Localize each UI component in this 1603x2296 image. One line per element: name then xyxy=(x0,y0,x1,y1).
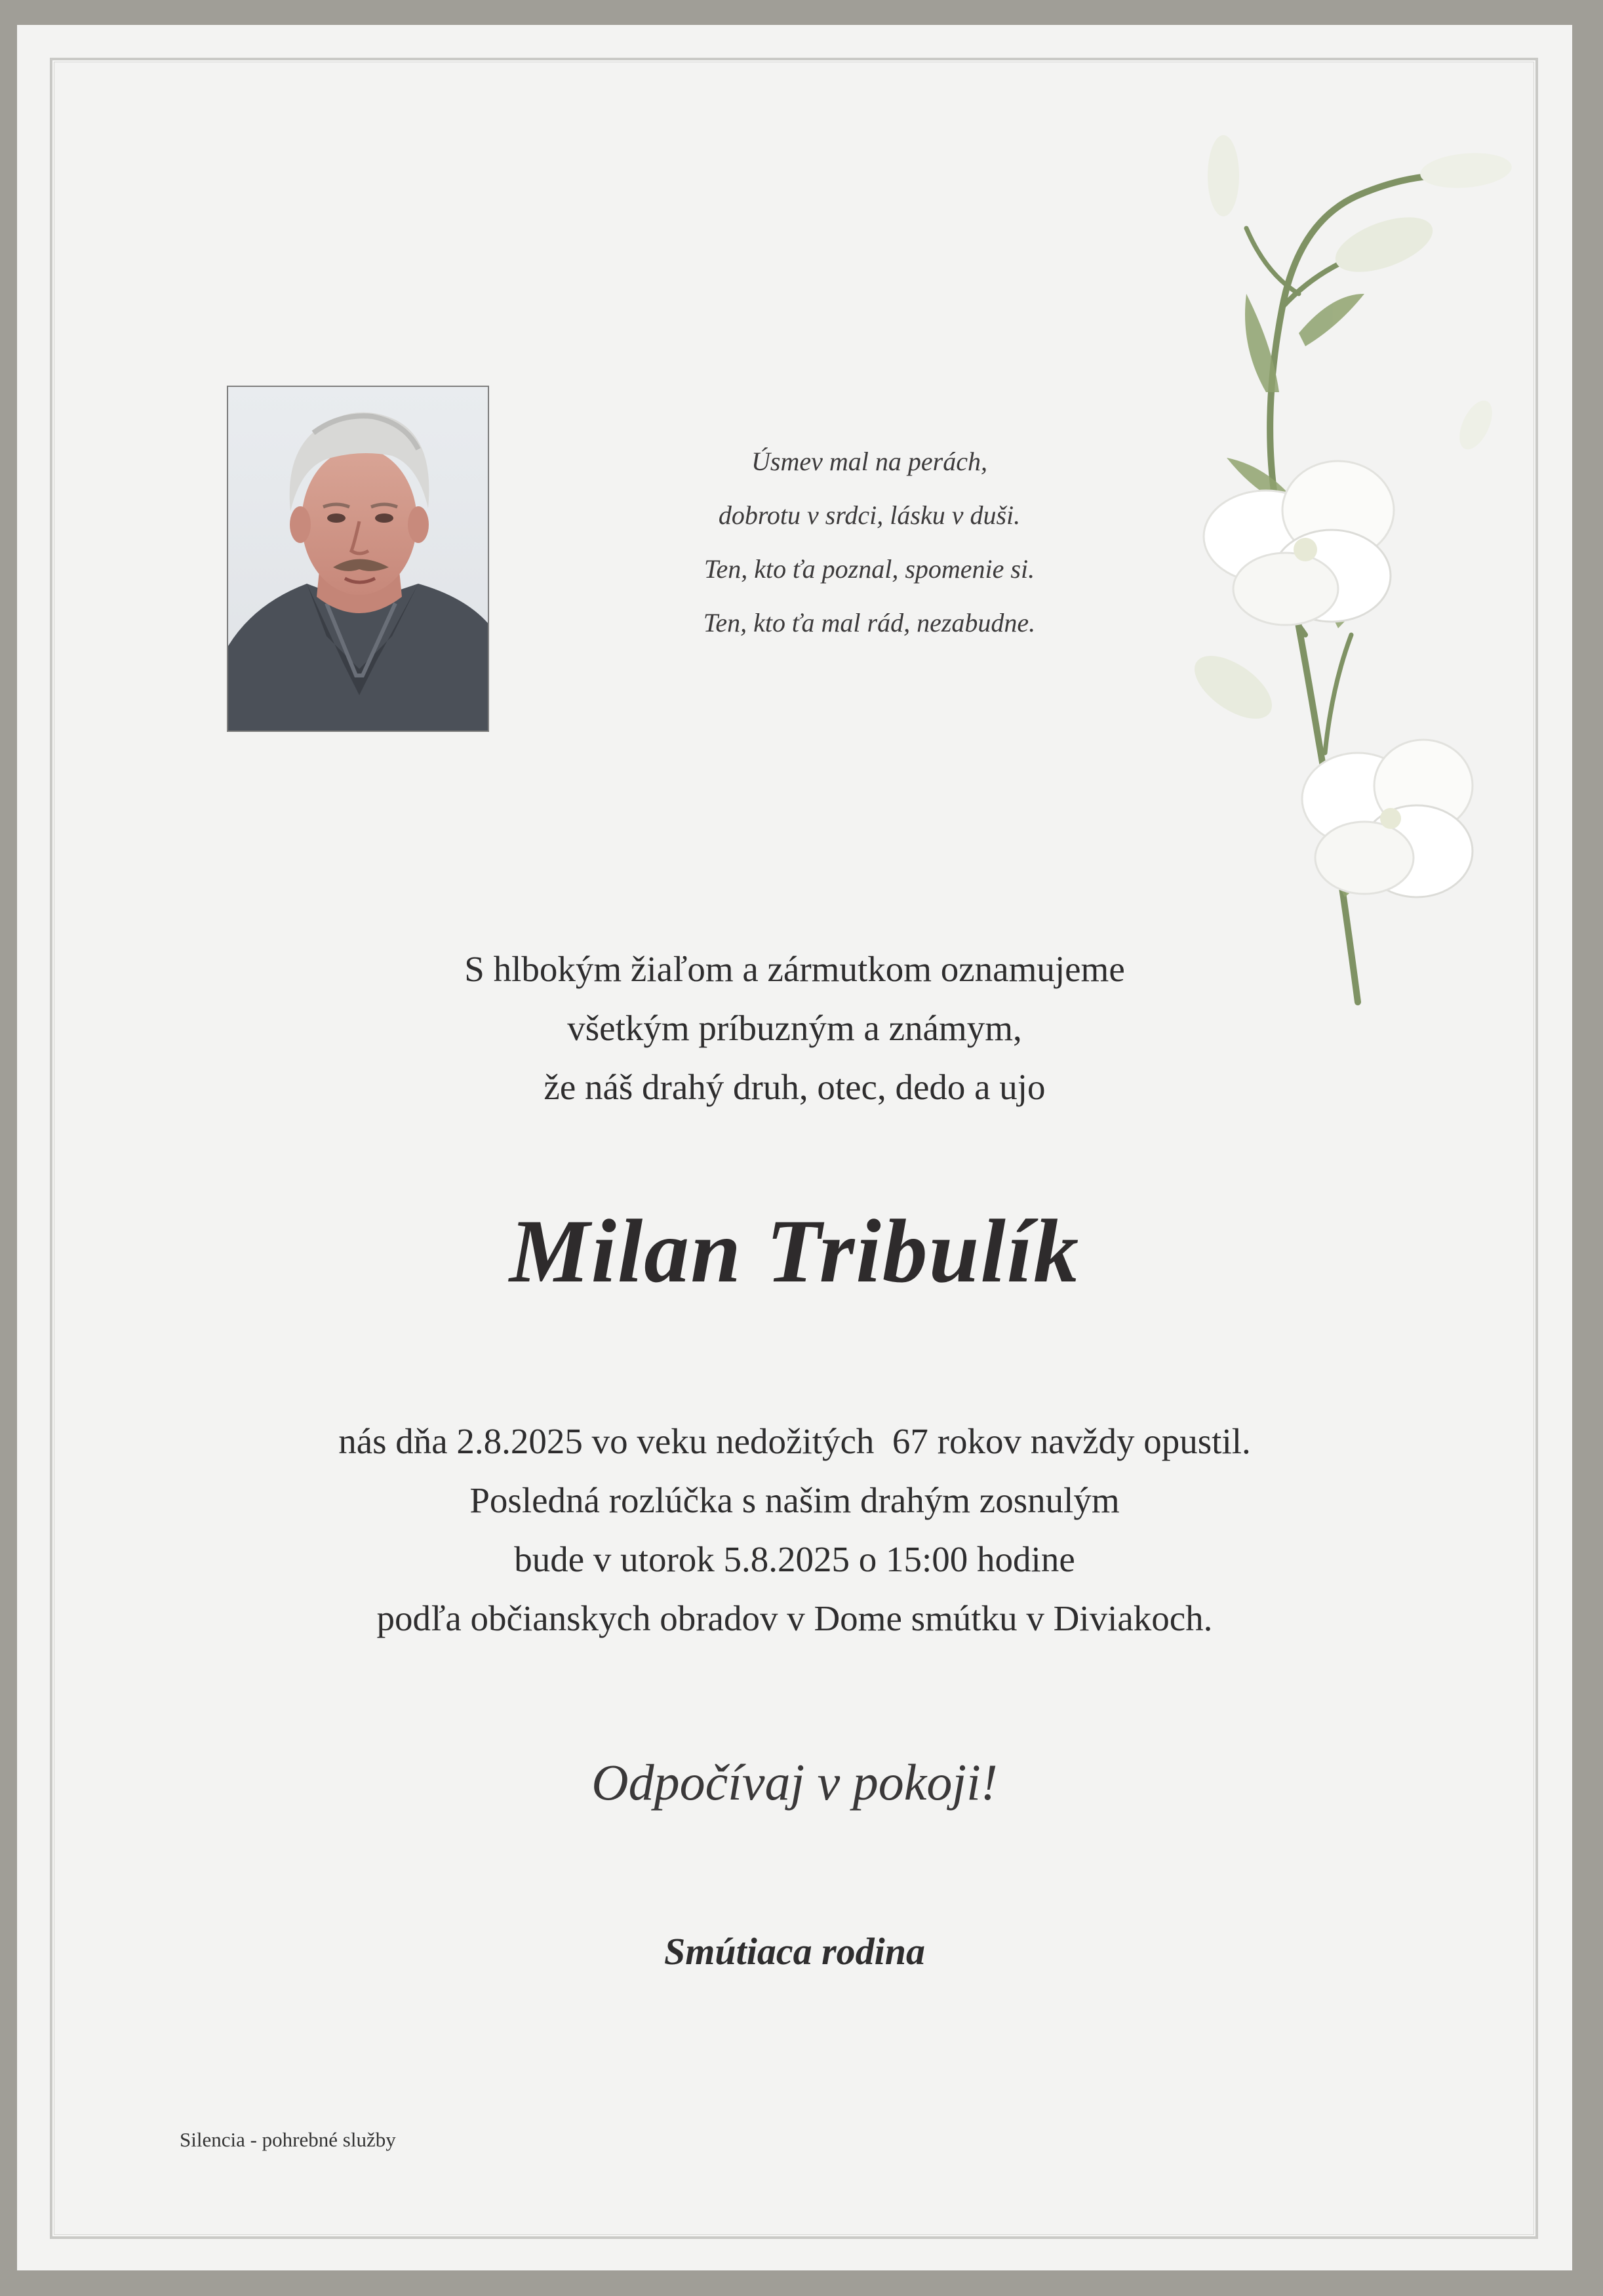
obituary-sheet xyxy=(17,25,1572,2270)
portrait-photo xyxy=(227,386,489,732)
verse-line: dobrotu v srdci, lásku v duši. xyxy=(718,500,1021,530)
details-line: nás dňa 2.8.2025 vo veku nedožitých 67 rokov navždy opustil. xyxy=(338,1421,1251,1461)
verse-line: Úsmev mal na perách, xyxy=(751,447,987,476)
white-flower-decoration xyxy=(1168,97,1535,1015)
closing-phrase: Odpočívaj v pokoji! xyxy=(591,1754,998,1811)
details-line: podľa občianskych obradov v Dome smútku v Diviakoch. xyxy=(376,1598,1213,1638)
verse-line: Ten, kto ťa poznal, spomenie si. xyxy=(703,554,1035,584)
funeral-details xyxy=(17,1412,1572,1648)
deceased-name: Milan Tribulík xyxy=(509,1201,1080,1301)
intro-line: všetkým príbuzným a známym, xyxy=(567,1008,1022,1048)
details-line: Posledná rozlúčka s našim drahým zosnulým xyxy=(469,1480,1120,1520)
announcement-intro xyxy=(17,940,1572,1117)
details-line: bude v utorok 5.8.2025 o 15:00 hodine xyxy=(514,1539,1075,1579)
verse-line: Ten, kto ťa mal rád, nezabudne. xyxy=(703,608,1036,637)
memorial-verse xyxy=(607,435,1132,650)
intro-line: S hlbokým žiaľom a zármutkom oznamujeme xyxy=(464,949,1125,989)
footer-credit: Silencia - pohrebné služby xyxy=(180,2128,396,2151)
signature: Smútiaca rodina xyxy=(663,1930,926,1973)
intro-line: že náš drahý druh, otec, dedo a ujo xyxy=(544,1067,1046,1107)
